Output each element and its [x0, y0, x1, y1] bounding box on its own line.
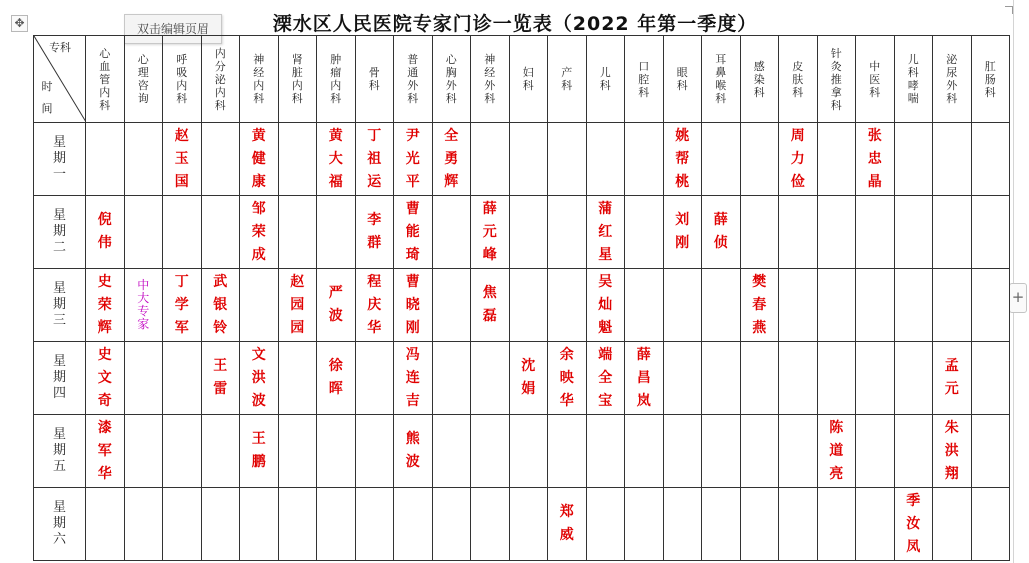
empty-cell[interactable] [86, 488, 125, 561]
empty-cell[interactable] [625, 488, 664, 561]
department-header: 耳 鼻 喉 科 [702, 36, 741, 123]
weekday-label: 星 期 二 [34, 196, 86, 269]
corner-header [34, 36, 86, 123]
empty-cell[interactable] [779, 269, 818, 342]
empty-cell[interactable] [124, 196, 163, 269]
department-header: 心 理 咨 询 [124, 36, 163, 123]
header-edit-tooltip: 双击编辑页眉 [124, 14, 222, 44]
page-title: 溧水区人民医院专家门诊一览表（2022 年第一季度） [272, 13, 758, 35]
department-header: 呼 吸 内 科 [163, 36, 202, 123]
empty-cell[interactable] [471, 123, 510, 196]
doctor-cell[interactable]: 丁 祖 运 [355, 123, 394, 196]
doctor-cell[interactable]: 刘 刚 [663, 196, 702, 269]
plus-icon[interactable]: + [1009, 283, 1027, 313]
doctor-cell[interactable]: 邹 荣 成 [240, 196, 279, 269]
weekday-label: 星 期 一 [34, 123, 86, 196]
doctor-cell[interactable]: 吴 灿 魁 [586, 269, 625, 342]
doctor-cell[interactable]: 丁 学 军 [163, 269, 202, 342]
empty-cell[interactable] [586, 415, 625, 488]
empty-cell[interactable] [779, 342, 818, 415]
empty-cell[interactable] [740, 488, 779, 561]
department-header: 神 经 外 科 [471, 36, 510, 123]
doctor-cell[interactable]: 程 庆 华 [355, 269, 394, 342]
doctor-cell[interactable]: 沈 娟 [509, 342, 548, 415]
empty-cell[interactable] [894, 342, 933, 415]
empty-cell[interactable] [817, 269, 856, 342]
doctor-cell[interactable]: 王 雷 [201, 342, 240, 415]
empty-cell[interactable] [663, 269, 702, 342]
department-header: 眼 科 [663, 36, 702, 123]
empty-cell[interactable] [971, 488, 1010, 561]
empty-cell[interactable] [278, 196, 317, 269]
empty-cell[interactable] [240, 269, 279, 342]
empty-cell[interactable] [894, 415, 933, 488]
doctor-cell[interactable]: 黄 大 福 [317, 123, 356, 196]
empty-cell[interactable] [432, 342, 471, 415]
department-header: 产 科 [548, 36, 587, 123]
department-header: 骨 科 [355, 36, 394, 123]
empty-cell[interactable] [856, 415, 895, 488]
doctor-cell[interactable]: 周 力 俭 [779, 123, 818, 196]
empty-cell[interactable] [432, 269, 471, 342]
weekday-label: 星 期 四 [34, 342, 86, 415]
doctor-cell[interactable]: 全 勇 辉 [432, 123, 471, 196]
weekday-label: 星 期 五 [34, 415, 86, 488]
doctor-cell[interactable]: 尹 光 平 [394, 123, 433, 196]
empty-cell[interactable] [124, 342, 163, 415]
doctor-cell[interactable]: 徐 晖 [317, 342, 356, 415]
schedule-row [34, 342, 1010, 415]
empty-cell[interactable] [971, 269, 1010, 342]
department-header: 内 分 泌 内 科 [201, 36, 240, 123]
empty-cell[interactable] [548, 196, 587, 269]
doctor-cell[interactable]: 王 鹏 [240, 415, 279, 488]
department-header: 肾 脏 内 科 [278, 36, 317, 123]
empty-cell[interactable] [163, 488, 202, 561]
empty-cell[interactable] [124, 415, 163, 488]
doctor-cell[interactable]: 史 文 奇 [86, 342, 125, 415]
empty-cell[interactable] [355, 415, 394, 488]
empty-cell[interactable] [856, 269, 895, 342]
doctor-cell[interactable]: 赵 玉 国 [163, 123, 202, 196]
empty-cell[interactable] [894, 123, 933, 196]
empty-cell[interactable] [740, 123, 779, 196]
department-header-row [34, 36, 1010, 123]
empty-cell[interactable] [471, 415, 510, 488]
schedule-row [34, 488, 1010, 561]
empty-cell[interactable] [933, 488, 972, 561]
empty-cell[interactable] [201, 488, 240, 561]
empty-cell[interactable] [201, 196, 240, 269]
page-margin-line [1013, 0, 1014, 563]
empty-cell[interactable] [432, 488, 471, 561]
doctor-cell[interactable]: 樊 春 燕 [740, 269, 779, 342]
department-header: 肛 肠 科 [971, 36, 1010, 123]
empty-cell[interactable] [817, 342, 856, 415]
empty-cell[interactable] [779, 196, 818, 269]
empty-cell[interactable] [625, 196, 664, 269]
empty-cell[interactable] [124, 488, 163, 561]
doctor-cell[interactable]: 余 映 华 [548, 342, 587, 415]
doctor-cell[interactable]: 焦 磊 [471, 269, 510, 342]
doctor-cell[interactable]: 孟 元 [933, 342, 972, 415]
department-header: 皮 肤 科 [779, 36, 818, 123]
empty-cell[interactable] [201, 415, 240, 488]
schedule-row [34, 123, 1010, 196]
empty-cell[interactable] [740, 415, 779, 488]
empty-cell[interactable] [779, 488, 818, 561]
department-header: 儿 科 哮 喘 [894, 36, 933, 123]
department-header: 儿 科 [586, 36, 625, 123]
empty-cell[interactable] [163, 342, 202, 415]
empty-cell[interactable] [856, 342, 895, 415]
empty-cell[interactable] [779, 415, 818, 488]
empty-cell[interactable] [817, 123, 856, 196]
department-header: 泌 尿 外 科 [933, 36, 972, 123]
empty-cell[interactable] [240, 488, 279, 561]
empty-cell[interactable] [471, 488, 510, 561]
empty-cell[interactable] [933, 269, 972, 342]
empty-cell[interactable] [278, 488, 317, 561]
doctor-cell[interactable]: 漆 军 华 [86, 415, 125, 488]
schedule-row [34, 415, 1010, 488]
doctor-cell[interactable]: 曹 晓 刚 [394, 269, 433, 342]
empty-cell[interactable] [933, 123, 972, 196]
empty-cell[interactable] [971, 196, 1010, 269]
empty-cell[interactable] [509, 196, 548, 269]
department-header: 中 医 科 [856, 36, 895, 123]
empty-cell[interactable] [163, 415, 202, 488]
empty-cell[interactable] [548, 123, 587, 196]
empty-cell[interactable] [740, 342, 779, 415]
doctor-cell[interactable]: 薛 元 峰 [471, 196, 510, 269]
empty-cell[interactable] [586, 488, 625, 561]
empty-cell[interactable] [702, 342, 741, 415]
department-header: 心 胸 外 科 [432, 36, 471, 123]
empty-cell[interactable] [971, 415, 1010, 488]
doctor-cell[interactable]: 曹 能 琦 [394, 196, 433, 269]
empty-cell[interactable] [394, 488, 433, 561]
schedule-row [34, 269, 1010, 342]
empty-cell[interactable] [856, 196, 895, 269]
doctor-cell[interactable]: 赵 园 园 [278, 269, 317, 342]
empty-cell[interactable] [317, 196, 356, 269]
empty-cell[interactable] [509, 488, 548, 561]
empty-cell[interactable] [432, 196, 471, 269]
empty-cell[interactable] [509, 123, 548, 196]
empty-cell[interactable] [625, 123, 664, 196]
department-header: 口 腔 科 [625, 36, 664, 123]
doctor-cell[interactable]: 陈 道 亮 [817, 415, 856, 488]
doctor-cell[interactable]: 文 洪 波 [240, 342, 279, 415]
doctor-cell[interactable]: 张 忠 晶 [856, 123, 895, 196]
doctor-cell[interactable]: 郑 威 [548, 488, 587, 561]
empty-cell[interactable] [856, 488, 895, 561]
empty-cell[interactable] [163, 196, 202, 269]
weekday-label: 星 期 三 [34, 269, 86, 342]
empty-cell[interactable] [702, 269, 741, 342]
empty-cell[interactable] [740, 196, 779, 269]
empty-cell[interactable] [933, 196, 972, 269]
empty-cell[interactable] [509, 415, 548, 488]
empty-cell[interactable] [317, 488, 356, 561]
empty-cell[interactable] [663, 342, 702, 415]
doctor-cell[interactable]: 姚 帮 桃 [663, 123, 702, 196]
empty-cell[interactable] [702, 488, 741, 561]
department-header: 心 血 管 内 科 [86, 36, 125, 123]
empty-cell[interactable] [817, 488, 856, 561]
empty-cell[interactable] [86, 123, 125, 196]
empty-cell[interactable] [278, 415, 317, 488]
margin-corner-mark [1005, 6, 1013, 14]
empty-cell[interactable] [971, 123, 1010, 196]
empty-cell[interactable] [894, 269, 933, 342]
empty-cell[interactable] [278, 342, 317, 415]
doctor-cell[interactable]: 史 荣 辉 [86, 269, 125, 342]
doctor-cell[interactable]: 季 汝 凤 [894, 488, 933, 561]
empty-cell[interactable] [702, 415, 741, 488]
doctor-cell[interactable]: 蒲 红 星 [586, 196, 625, 269]
doctor-cell[interactable]: 倪 伟 [86, 196, 125, 269]
move-handle-icon[interactable]: ✥ [11, 15, 28, 32]
doctor-cell[interactable]: 武 银 铃 [201, 269, 240, 342]
department-header: 普 通 外 科 [394, 36, 433, 123]
schedule-row [34, 196, 1010, 269]
doctor-cell[interactable]: 严 波 [317, 269, 356, 342]
corner-label-time: 时间 [41, 80, 53, 115]
doctor-cell[interactable]: 熊 波 [394, 415, 433, 488]
department-header: 神 经 内 科 [240, 36, 279, 123]
doctor-cell[interactable]: 薛 侦 [702, 196, 741, 269]
doctor-cell[interactable]: 冯 连 吉 [394, 342, 433, 415]
empty-cell[interactable] [509, 269, 548, 342]
empty-cell[interactable] [471, 342, 510, 415]
department-header: 妇 科 [509, 36, 548, 123]
doctor-cell[interactable]: 李 群 [355, 196, 394, 269]
corner-label-department: 专科 [49, 41, 71, 54]
doctor-cell[interactable]: 薛 昌 岚 [625, 342, 664, 415]
department-header: 针 灸 推 拿 科 [817, 36, 856, 123]
weekday-label: 星 期 六 [34, 488, 86, 561]
empty-cell[interactable] [548, 269, 587, 342]
empty-cell[interactable] [548, 415, 587, 488]
empty-cell[interactable] [278, 123, 317, 196]
empty-cell[interactable] [894, 196, 933, 269]
empty-cell[interactable] [625, 415, 664, 488]
empty-cell[interactable] [201, 123, 240, 196]
department-header: 感 染 科 [740, 36, 779, 123]
doctor-cell[interactable]: 中 大 专 家 [124, 269, 163, 342]
empty-cell[interactable] [971, 342, 1010, 415]
empty-cell[interactable] [625, 269, 664, 342]
empty-cell[interactable] [432, 415, 471, 488]
schedule-table [33, 35, 1010, 561]
empty-cell[interactable] [663, 415, 702, 488]
empty-cell[interactable] [817, 196, 856, 269]
empty-cell[interactable] [317, 415, 356, 488]
doctor-cell[interactable]: 端 全 宝 [586, 342, 625, 415]
department-header: 肿 瘤 内 科 [317, 36, 356, 123]
doctor-cell[interactable]: 黄 健 康 [240, 123, 279, 196]
empty-cell[interactable] [355, 342, 394, 415]
empty-cell[interactable] [586, 123, 625, 196]
doctor-cell[interactable]: 朱 洪 翔 [933, 415, 972, 488]
empty-cell[interactable] [663, 488, 702, 561]
empty-cell[interactable] [355, 488, 394, 561]
empty-cell[interactable] [124, 123, 163, 196]
empty-cell[interactable] [702, 123, 741, 196]
